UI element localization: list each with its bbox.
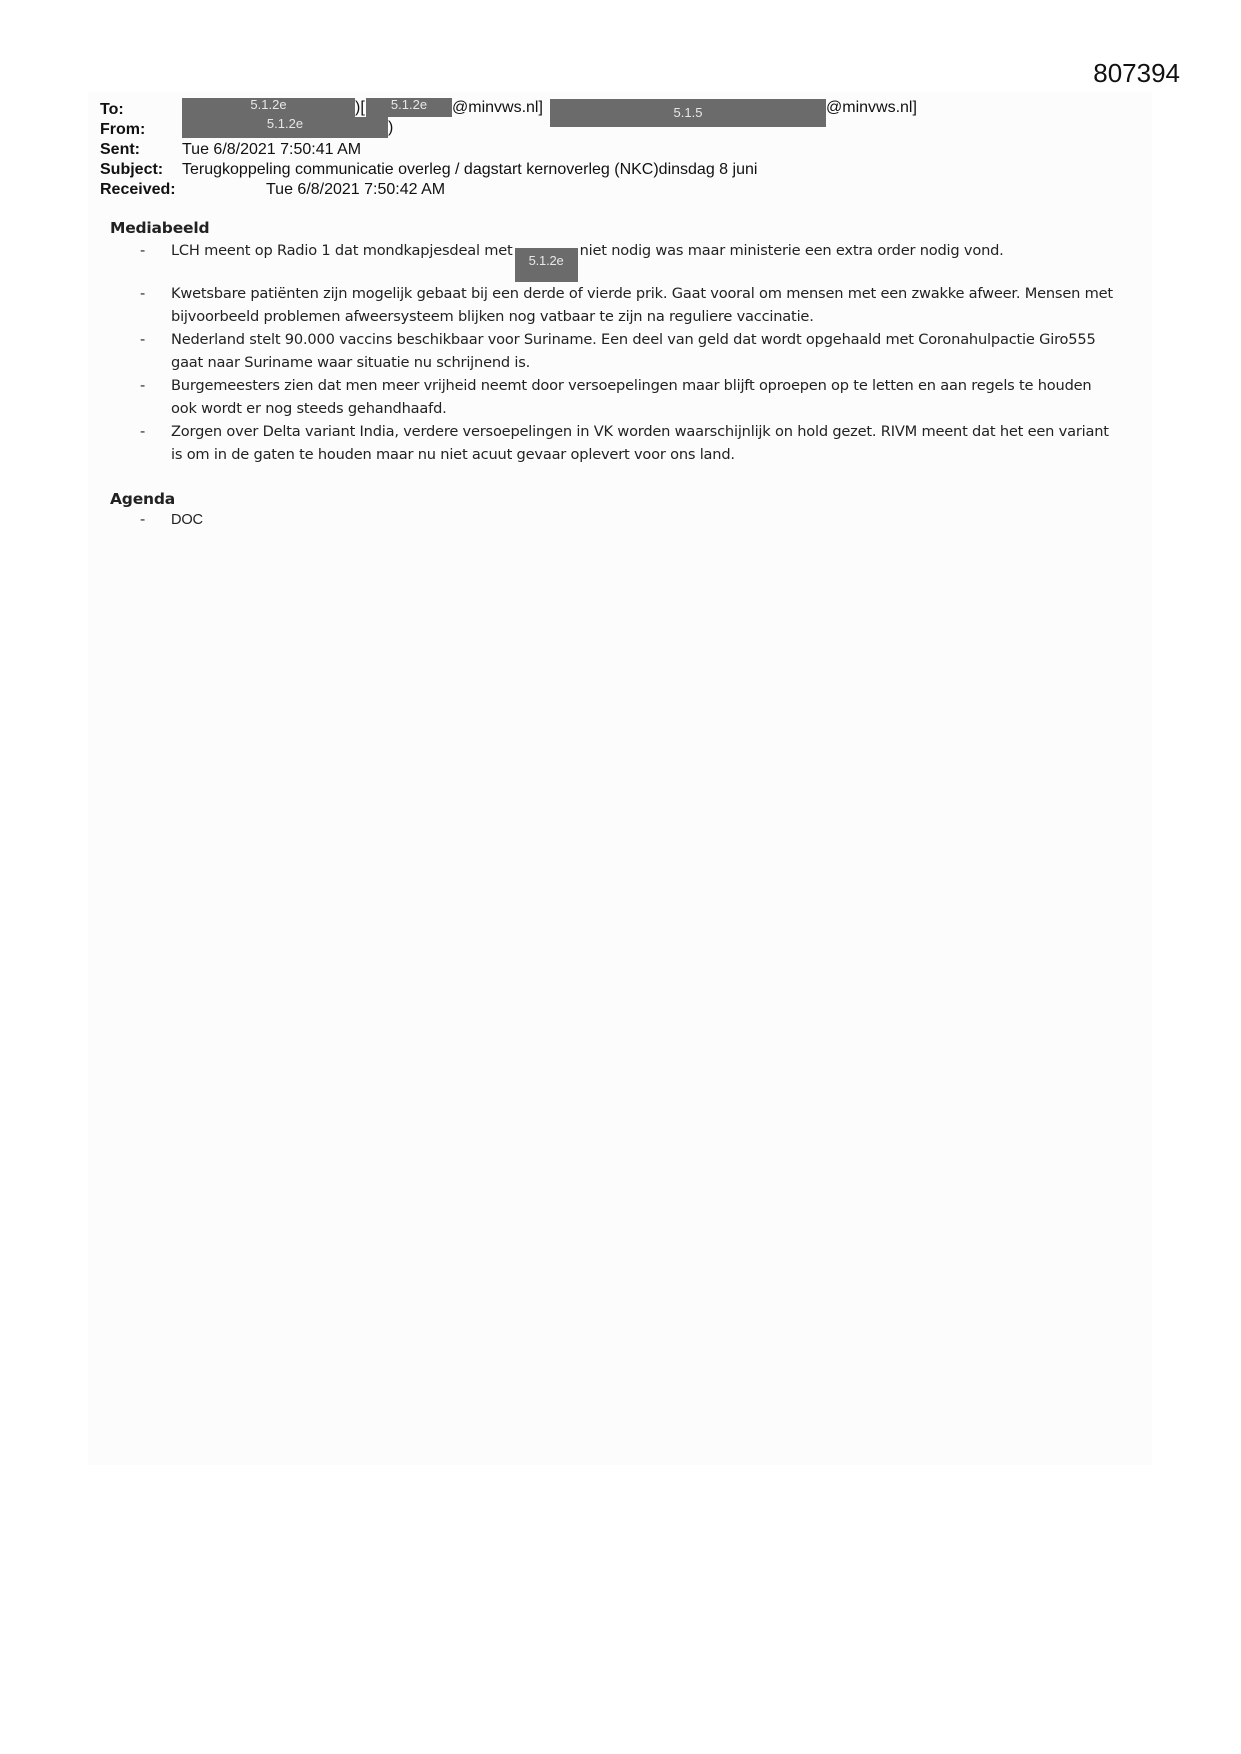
list-item	[110, 510, 1120, 530]
redaction-to-2: 5.1.2e	[366, 98, 452, 117]
to-domain-2: @minvws.nl]	[826, 99, 917, 116]
subject-label: Subject:	[100, 161, 164, 178]
redaction-to-3: 5.1.5	[550, 99, 826, 127]
dash-bullet: -	[140, 511, 146, 528]
redaction-from: 5.1.2e	[182, 117, 388, 138]
list-item	[110, 282, 1120, 328]
item-text: Burgemeesters zien dat men meer vrijheid neemt door versoepelingen maar blijft oproepen op te letten en aan regels te houden ook wordt er nog steeds gehandhaafd.	[171, 377, 1092, 417]
redaction-to-1: 5.1.2e	[182, 98, 355, 117]
dash-bullet: -	[140, 423, 146, 440]
list-item	[110, 420, 1120, 466]
to-separator: )[	[355, 99, 365, 116]
item-text: Kwetsbare patiënten zijn mogelijk gebaat bij een derde of vierde prik. Gaat vooral om mensen met een zwakke afweer. Mensen met bijvoorbeeld problemen afweersysteem blijken nog vatbaar te zijn na reguliere vaccinatie.	[171, 285, 1113, 325]
sent-value: Tue 6/8/2021 7:50:41 AM	[182, 141, 362, 158]
list-item	[110, 328, 1120, 374]
dash-bullet: -	[140, 331, 146, 348]
from-label: From:	[100, 121, 146, 138]
email-body	[110, 217, 1120, 530]
to-label: To:	[100, 101, 124, 118]
item-text: Nederland stelt 90.000 vaccins beschikbaar voor Suriname. Een deel van geld dat wordt opgehaald met Coronahulpactie Giro555 gaat naar Suriname waar situatie nu schrijnend is.	[171, 331, 1096, 371]
list-item	[110, 374, 1120, 420]
dash-bullet: -	[140, 377, 146, 394]
received-label: Received:	[100, 181, 176, 198]
subject-value: Terugkoppeling communicatie overleg / dagstart kernoverleg (NKC)dinsdag 8 juni	[182, 161, 758, 178]
item-text: Zorgen over Delta variant India, verdere versoepelingen in VK worden waarschijnlijk on hold gezet. RIVM meent dat het een variant is om in de gaten te houden maar nu niet acuut gevaar oplevert voor ons land.	[171, 423, 1109, 463]
list-item	[110, 239, 1120, 282]
dash-bullet: -	[140, 242, 146, 259]
dash-bullet: -	[140, 285, 146, 302]
document-number: 807394	[1093, 58, 1180, 88]
to-domain-1: @minvws.nl]	[452, 99, 543, 116]
item-text-after: niet nodig was maar ministerie een extra order nodig vond.	[579, 242, 1004, 259]
received-value: Tue 6/8/2021 7:50:42 AM	[266, 181, 446, 198]
section-title-agenda: Agenda	[110, 490, 175, 508]
item-text-before: LCH meent op Radio 1 dat mondkapjesdeal met	[171, 242, 513, 259]
agenda-list	[110, 510, 1120, 530]
mediabeeld-list	[110, 239, 1120, 466]
sent-label: Sent:	[100, 141, 140, 158]
item-text: DOC	[171, 512, 203, 528]
section-title-mediabeeld: Mediabeeld	[110, 219, 210, 237]
from-suffix: )	[388, 119, 394, 136]
redaction-inline: 5.1.2e	[515, 248, 578, 282]
